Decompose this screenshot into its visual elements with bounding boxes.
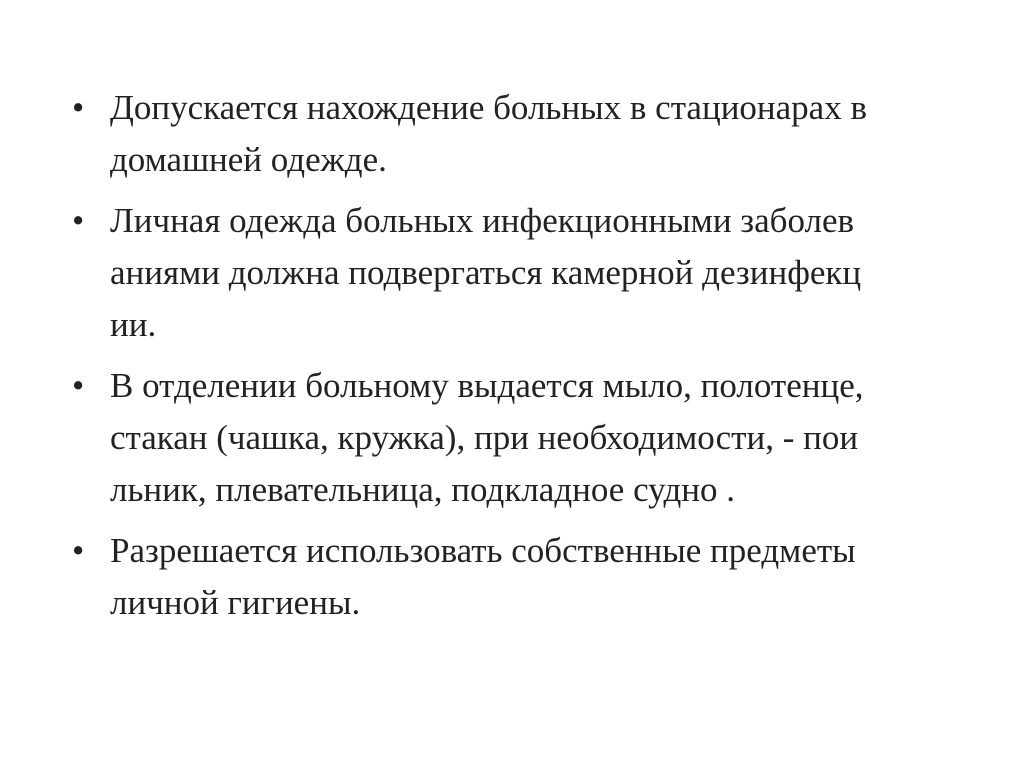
bullet-text-line: стакан (чашка, кружка), при необходимости, - пои [110,418,859,457]
bullet-icon: • [72,88,85,127]
bullet-icon: • [72,201,85,240]
bullet-text-line: домашней одежде. [110,140,387,179]
bullet-text-line: личной гигиены. [110,583,361,622]
bullet-text-line: Допускается нахождение больных в стационарах в [110,88,867,127]
bullet-text-line: Разрешается использовать собственные предметы [110,531,856,570]
bullet-text-line: Личная одежда больных инфекционными заболев [110,201,855,240]
bullet-list [72,82,992,638]
bullet-icon: • [72,366,85,405]
bullet-text-line: ии. [110,305,157,344]
bullet-text-line: льник, плевательница, подкладное судно . [110,470,735,509]
bullet-item-3 [72,360,992,516]
bullet-text-line: аниями должна подвергаться камерной дезинфекц [110,253,862,292]
bullet-item-4 [72,525,992,629]
bullet-icon: • [72,531,85,570]
bullet-item-1 [72,82,992,186]
bullet-item-2 [72,195,992,351]
bullet-text-line: В отделении больному выдается мыло, полотенце, [110,366,864,405]
